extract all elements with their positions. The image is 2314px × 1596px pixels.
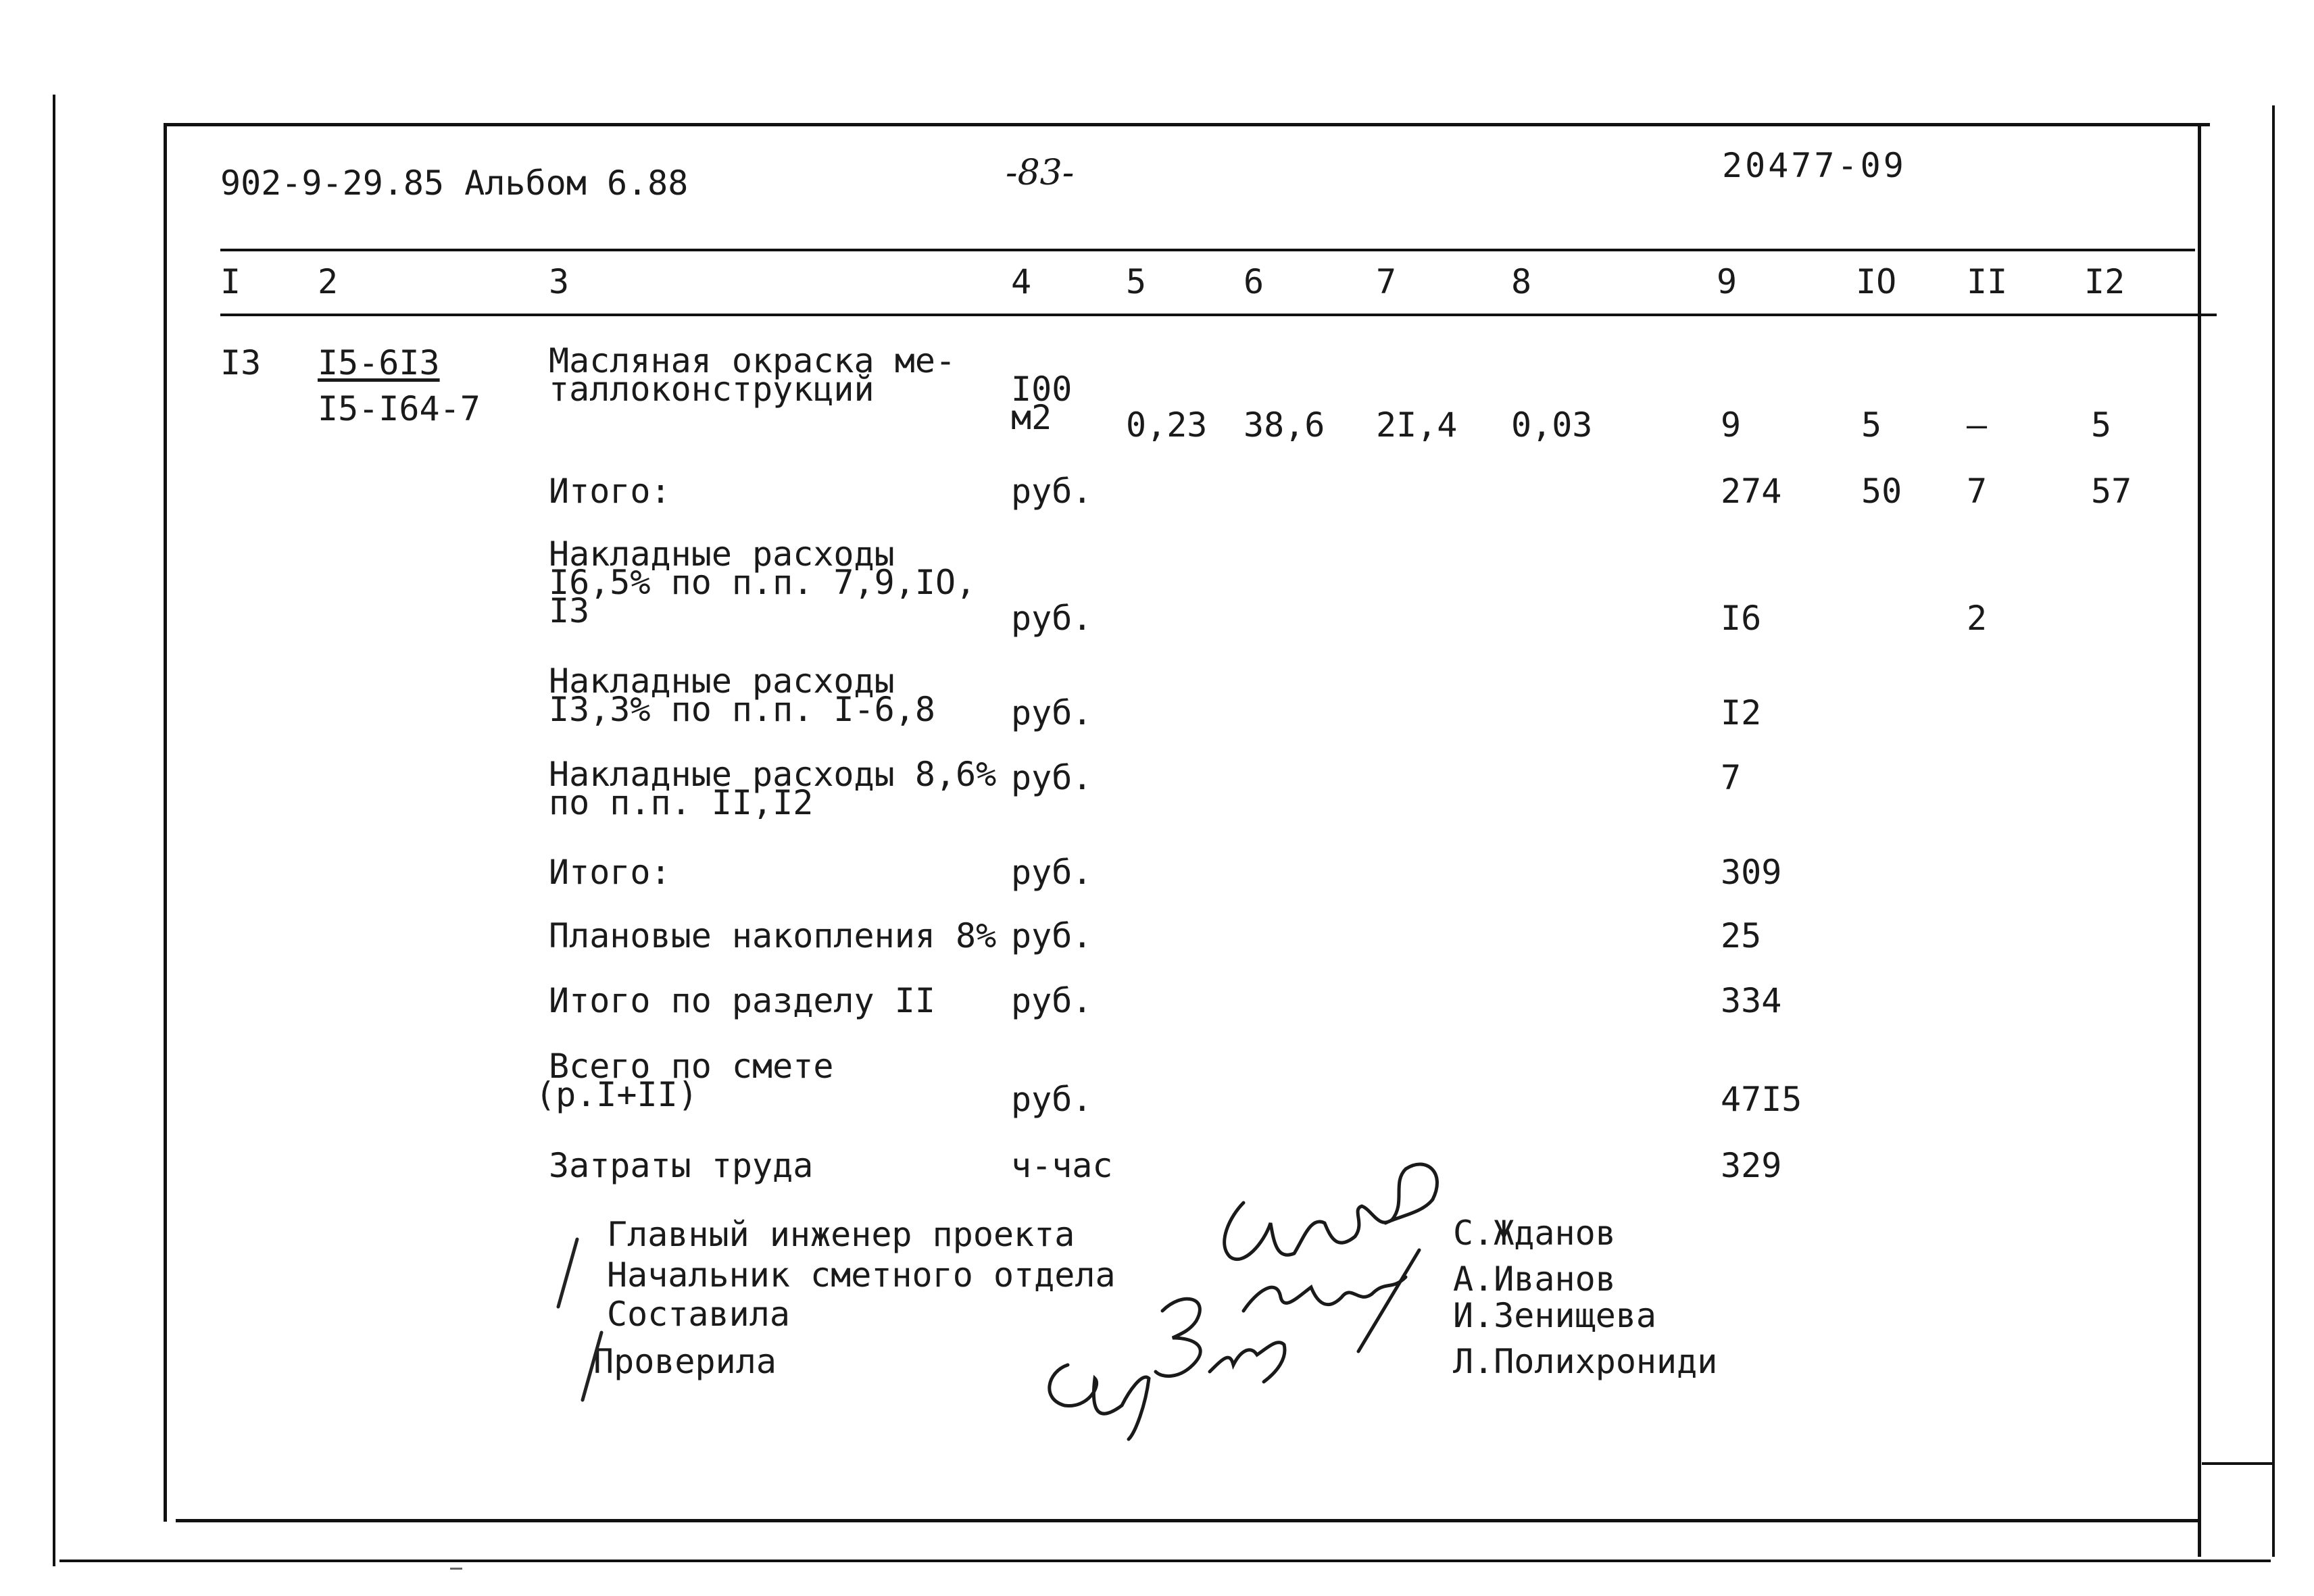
row-unit: руб. — [1011, 853, 1093, 892]
signature-role: Главный инженер проекта — [607, 1215, 1075, 1254]
col-header-8: 8 — [1511, 262, 1532, 301]
signature-role: Составила — [607, 1295, 790, 1334]
col-header-10: IO — [1856, 262, 1897, 301]
outer-right-border — [2272, 105, 2275, 1557]
cell-col8: 0,03 — [1511, 405, 1593, 445]
cell-col11: 2 — [1967, 599, 1988, 638]
row-label: Итого: — [549, 853, 671, 892]
row-unit: ч-час — [1011, 1146, 1113, 1185]
cell-col9: I2 — [1721, 693, 1762, 732]
frame-left-border — [164, 123, 167, 1522]
row-label: Плановые накопления 8% — [549, 916, 997, 955]
cell-col9: 274 — [1721, 472, 1782, 511]
col-header-9: 9 — [1717, 262, 1738, 301]
cell-col10: 5 — [1861, 405, 1882, 445]
row-label: Итого по разделу II — [549, 981, 935, 1020]
cell-col6: 38,6 — [1244, 405, 1325, 445]
row-label: Затраты труда — [549, 1146, 814, 1185]
col-header-11: II — [1967, 262, 2008, 301]
document-code: 902-9-29.85 Альбом 6.88 — [220, 164, 689, 203]
price-code-1: I5-6I3 — [318, 343, 440, 382]
corner-box-top — [2202, 1462, 2272, 1465]
row-unit: руб. — [1011, 599, 1093, 638]
signature-name: А.Иванов — [1453, 1260, 1616, 1299]
cell-col12: 57 — [2091, 472, 2132, 511]
row-label: Итого: — [549, 472, 671, 511]
cell-col9: 47I5 — [1721, 1080, 1802, 1119]
tick-mark-icon — [578, 1330, 606, 1404]
signature-role: Начальник сметного отдела — [607, 1255, 1116, 1295]
row-label-line1: Всего по смете — [549, 1047, 834, 1086]
col-header-4: 4 — [1011, 262, 1032, 301]
work-description-line2: таллоконструкций — [549, 370, 875, 409]
row-label-line1: Накладные расходы — [549, 662, 895, 701]
signature-role: Проверила — [593, 1342, 777, 1381]
page-number: -83- — [1006, 153, 1075, 193]
unit-line2: м2 — [1011, 398, 1052, 437]
work-description-line1: Масляная окраска ме- — [549, 341, 956, 380]
scan-dash — [450, 1568, 462, 1570]
registration-stamp: 20477-09 — [1722, 146, 1906, 185]
cell-col9: 9 — [1721, 405, 1742, 445]
row-label-line3: I3 — [549, 591, 590, 630]
cell-col9: 329 — [1721, 1146, 1782, 1185]
row-label-line2: (р.I+II) — [535, 1075, 698, 1114]
cell-col9: 25 — [1721, 916, 1762, 955]
signature-name: Л.Полихрониди — [1453, 1342, 1718, 1381]
cell-col11: – — [1967, 405, 1988, 445]
price-code-2: I5-I64-7 — [318, 389, 481, 428]
cell-col12: 5 — [2091, 405, 2112, 445]
outer-bottom-border — [59, 1560, 2271, 1562]
row-unit: руб. — [1011, 472, 1093, 511]
cell-col11: 7 — [1967, 472, 1988, 511]
row-label-line2: I3,3% по п.п. I-6,8 — [549, 690, 935, 729]
frame-bottom-border — [176, 1519, 2199, 1522]
frame-top-border — [164, 123, 2210, 126]
cell-col5: 0,23 — [1126, 405, 1208, 445]
col-header-5: 5 — [1126, 262, 1147, 301]
row-label-line1: Накладные расходы 8,6% — [549, 755, 997, 794]
row-label-line2: I6,5% по п.п. 7,9,IO, — [549, 563, 977, 602]
row-number: I3 — [220, 343, 262, 382]
row-label-line2: по п.п. II,I2 — [549, 783, 814, 822]
row-unit: руб. — [1011, 693, 1093, 732]
outer-left-border — [53, 95, 55, 1566]
unit-line1: I00 — [1011, 370, 1073, 409]
row-label-line1: Накладные расходы — [549, 534, 895, 574]
col-header-3: 3 — [549, 262, 570, 301]
signature-name: С.Жданов — [1453, 1214, 1616, 1253]
row-unit: руб. — [1011, 758, 1093, 797]
col-header-7: 7 — [1376, 262, 1397, 301]
row-unit: руб. — [1011, 1080, 1093, 1119]
cell-col9: I6 — [1721, 599, 1762, 638]
signature-scribble-icon — [1027, 1270, 1338, 1446]
tick-mark-icon — [554, 1237, 581, 1311]
row-unit: руб. — [1011, 981, 1093, 1020]
col-header-2: 2 — [318, 262, 339, 301]
header-rule — [220, 249, 2195, 251]
signature-name: И.Зенищева — [1453, 1296, 1657, 1335]
row-unit: руб. — [1011, 916, 1093, 955]
col-header-1: I — [220, 262, 241, 301]
col-header-12: I2 — [2084, 262, 2125, 301]
column-header-rule — [220, 314, 2217, 316]
col-header-6: 6 — [1244, 262, 1264, 301]
cell-col9: 334 — [1721, 981, 1782, 1020]
cell-col7: 2I,4 — [1376, 405, 1458, 445]
frame-right-border — [2198, 124, 2201, 1557]
cell-col9: 309 — [1721, 853, 1782, 892]
cell-col10: 50 — [1861, 472, 1902, 511]
cell-col9: 7 — [1721, 758, 1742, 797]
